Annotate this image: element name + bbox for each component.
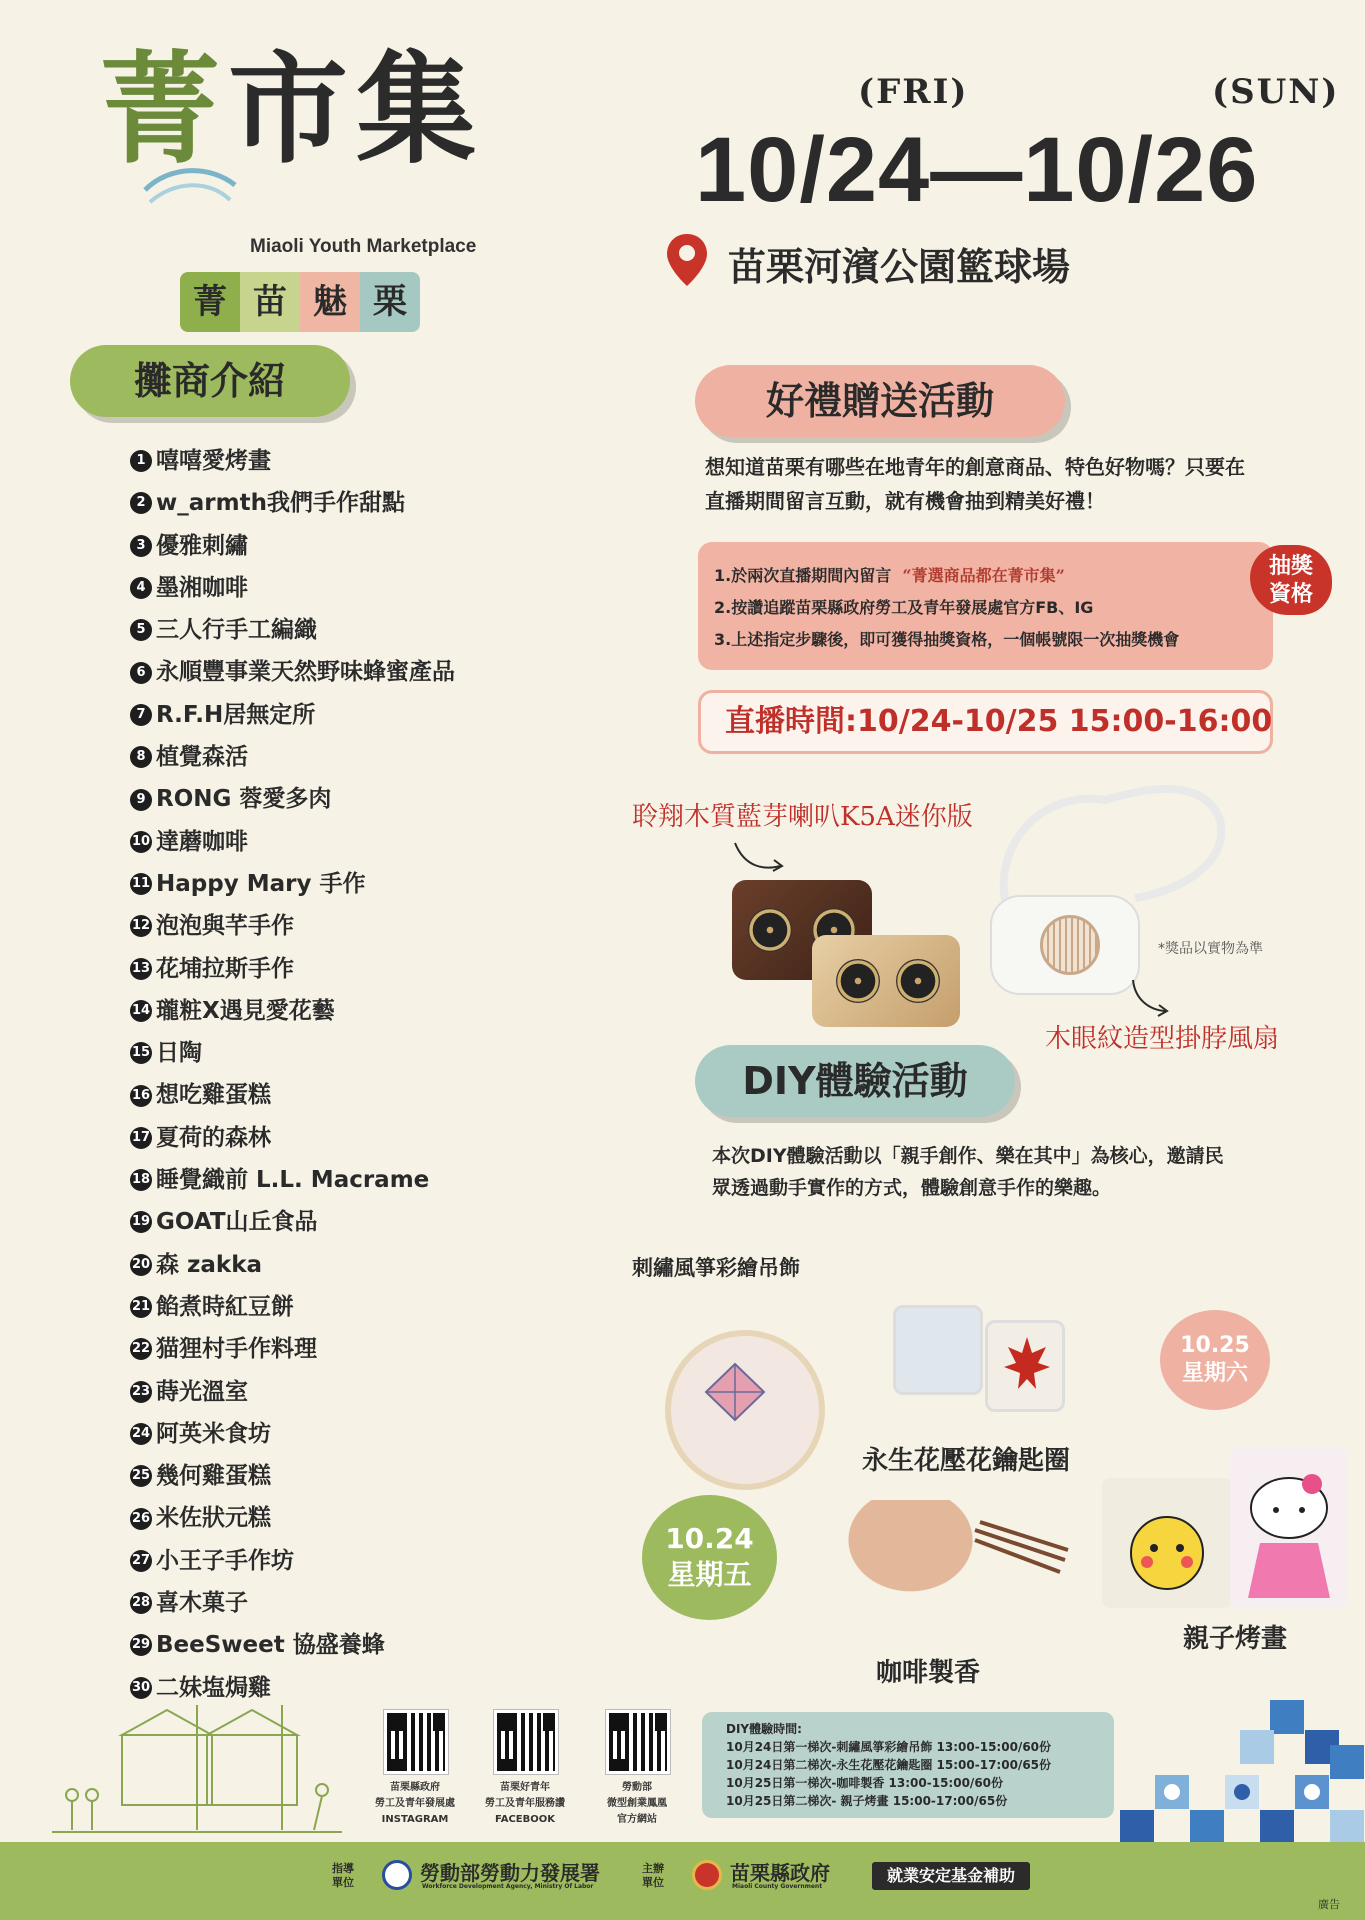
vendor-item [130,1286,455,1328]
diy-desc-line2: 眾透過動手實作的方式，體驗創意手作的樂趣。 [712,1177,1112,1199]
vendor-item [130,1624,455,1666]
arrow-icon [730,838,790,878]
venue: 苗栗河濱公園籃球場 [728,245,1071,289]
decorative-tiles-graphic [1120,1700,1365,1845]
vendor-name: w_armth我們手作甜點 [156,490,405,517]
logo-title-rest: 市集 [228,39,484,180]
vendor-name: 永順豐事業天然野味蜂蜜產品 [156,659,455,686]
day-end: (SUN) [1212,72,1340,112]
vendor-item [130,1032,455,1074]
qr-code-website[interactable] [606,1710,670,1774]
bubble-fri-day: 星期五 [667,1558,752,1591]
prize-note: *獎品以實物為準 [1158,941,1263,957]
vendor-number-badge: 29 [130,1634,152,1656]
vendor-number-badge: 30 [130,1677,152,1699]
day-start: (FRI) [858,72,969,112]
vendor-name: R.F.H居無定所 [156,701,316,728]
logo-subtitle: Miaoli Youth Marketplace [250,236,477,257]
vendor-item [130,651,455,693]
vendor-number-badge: 18 [130,1169,152,1191]
org-county: 苗栗縣政府 [730,1861,830,1885]
hands-incense-image [838,1500,983,1600]
pikachu-art-image [1102,1478,1232,1608]
vendor-number-badge: 23 [130,1381,152,1403]
vendor-name: 日陶 [156,1040,202,1067]
vendor-item [130,525,455,567]
vendor-number-badge: 17 [130,1127,152,1149]
qr3-line3: 官方網站 [617,1814,657,1825]
hello-kitty-art-image [1230,1448,1348,1608]
vendor-number-badge: 5 [130,619,152,641]
qr2-line1: 苗栗好青年 [500,1782,550,1793]
vendor-name: 餡煮時紅豆餅 [156,1293,294,1320]
rule-2: 2.按讚追蹤苗栗縣政府勞工及青年發展處官方FB、IG [714,598,1094,617]
vendor-item [130,736,455,778]
vendor-name: 植覺森活 [156,744,248,771]
vendor-number-badge: 19 [130,1211,152,1233]
logo-swirl-graphic [140,160,240,220]
guide-label: 指導單位 [332,1862,354,1889]
badge-1: 菁 [180,272,240,332]
vendors-heading: 攤商介紹 [70,345,350,417]
vendor-name: 喜木菓子 [156,1590,248,1617]
qr-caption-website [562,1780,712,1828]
qr2-line3: FACEBOOK [495,1814,555,1825]
badge-4: 栗 [360,272,420,332]
vendor-name: 達蘑咖啡 [156,828,248,855]
vendor-name: RONG 蓉愛多肉 [156,786,332,813]
vendor-number-badge: 14 [130,1000,152,1022]
vendor-name: 瓏粧X遇見愛花藝 [156,997,335,1024]
vendor-number-badge: 7 [130,704,152,726]
incense-sticks-icon [970,1520,1070,1580]
vendor-number-badge: 11 [130,873,152,895]
vendor-number-badge: 8 [130,746,152,768]
vendor-number-badge: 10 [130,831,152,853]
fund-badge: 就業安定基金補助 [872,1862,1030,1890]
logo-title [100,39,484,180]
vendor-name: 幾何雞蛋糕 [156,1463,271,1490]
vendor-name: 米佐狀元糕 [156,1505,271,1532]
qr1-line3: INSTAGRAM [381,1814,449,1825]
vendor-number-badge: 13 [130,958,152,980]
vendor-name: 泡泡與芊手作 [156,913,294,940]
ministry-logo-icon [382,1860,412,1890]
vendor-item [130,482,455,524]
vendor-item [130,1159,455,1201]
vendor-number-badge: 3 [130,535,152,557]
diy-heading: DIY體驗活動 [695,1045,1015,1117]
schedule-row: 10月24日第二梯次-永生花壓花鑰匙圈 15:00-17:00/65份 [726,1758,1052,1772]
speaker-light-image [812,935,960,1027]
live-time: 直播時間:10/24-10/25 15:00-16:00 [698,690,1273,754]
schedule-row: 10月25日第一梯次-咖啡製香 13:00-15:00/60份 [726,1776,1004,1790]
org-ministry: 勞動部勞動力發展署 [420,1861,600,1885]
vendor-item [130,863,455,905]
footer-bar [0,1842,1365,1920]
logo-title-first: 菁 [100,39,228,180]
schedule-title: DIY體驗時間: [726,1722,802,1736]
flower-keychain-image [893,1305,983,1395]
vendor-number-badge: 25 [130,1465,152,1487]
maple-leaf-icon [1002,1335,1052,1395]
vendor-item [130,1455,455,1497]
fan-strap-graphic [985,780,1235,910]
gift-description [705,450,1305,518]
diy-item-keychain: 永生花壓花鑰匙圈 [862,1446,1071,1476]
kite-icon [700,1360,770,1430]
vendor-item [130,1413,455,1455]
vendor-name: 小王子手作坊 [156,1547,294,1574]
org-ministry-en: Workforce Development Agency, Ministry Of Labor [422,1883,594,1890]
vendor-item [130,1328,455,1370]
date-bubble-sat [1160,1310,1270,1410]
vendor-item [130,1497,455,1539]
vendor-name: 嘻嘻愛烤畫 [156,448,271,474]
vendor-name: 墨湘咖啡 [156,574,248,601]
lucky-draw-badge [1250,545,1332,615]
qr3-line1: 勞動部 [622,1782,652,1793]
host-label: 主辦單位 [642,1862,664,1889]
vendor-list [130,440,455,1709]
vendor-number-badge: 6 [130,662,152,684]
vendor-name: 猫狸村手作料理 [156,1336,317,1363]
vendor-item [130,1540,455,1582]
vendor-number-badge: 12 [130,915,152,937]
fan-grill [1040,915,1100,975]
vendor-item [130,1371,455,1413]
vendor-item [130,1244,455,1286]
vendor-number-badge: 21 [130,1296,152,1318]
vendor-item [130,990,455,1032]
county-logo-icon [692,1860,722,1890]
vendor-item [130,1074,455,1116]
vendor-item [130,778,455,820]
gift-rules [698,542,1273,670]
vendor-item [130,905,455,947]
vendor-item [130,694,455,736]
vendor-name: GOAT山丘食品 [156,1209,318,1236]
lucky-line2: 資格 [1268,582,1313,607]
pikachu-icon [1102,1478,1232,1608]
vendor-name: 二妹塩焗雞 [156,1674,271,1701]
schedule-row: 10月24日第一梯次-刺繡風箏彩繪吊飾 13:00-15:00/60份 [726,1740,1052,1754]
rule-1-prefix: 1.於兩次直播期間內留言 [714,566,892,585]
diy-item-incense: 咖啡製香 [876,1658,981,1688]
vendor-name: 森 zakka [156,1251,263,1278]
vendor-name: 蒔光溫室 [156,1378,248,1405]
vendor-item [130,1582,455,1624]
vendor-item [130,1201,455,1243]
logo-badges [180,272,420,332]
diy-desc-line1: 本次DIY體驗活動以「親手創作、樂在其中」為核心，邀請民 [712,1145,1224,1167]
diy-item-baking-art: 親子烤畫 [1183,1624,1288,1654]
org-county-en: Miaoli County Government [732,1883,823,1890]
vendor-number-badge: 20 [130,1254,152,1276]
vendor-name: 想吃雞蛋糕 [156,1082,271,1109]
vendor-name: 睡覺織前 L.L. Macrame [156,1167,430,1194]
vendor-name: 夏荷的森林 [156,1124,271,1151]
rule-1-quote: “菁選商品都在菁市集” [902,566,1065,585]
vendor-number-badge: 27 [130,1550,152,1572]
diy-description [712,1140,1312,1204]
gift-desc-line2: 直播期間留言互動，就有機會抽到精美好禮！ [705,489,1105,513]
vendor-number-badge: 4 [130,577,152,599]
location-pin-icon [665,232,709,288]
vendor-number-badge: 2 [130,492,152,514]
vendor-number-badge: 15 [130,1042,152,1064]
vendor-name: Happy Mary 手作 [156,870,366,897]
vendor-name: BeeSweet 協盛養蜂 [156,1632,385,1659]
kitty-icon [1230,1448,1348,1608]
date-range: 10/24—10/26 [695,119,1259,221]
market-stall-illustration [52,1700,342,1840]
vendor-name: 優雅刺繡 [156,532,248,559]
rule-1 [714,560,1273,592]
vendor-number-badge: 16 [130,1085,152,1107]
vendor-name: 阿英米食坊 [156,1420,271,1447]
prize-speaker-label: 聆翔木質藍芽喇叭K5A迷你版 [632,802,973,832]
vendor-item [130,1117,455,1159]
qr1-line2: 勞工及青年發展處 [375,1798,455,1809]
qr-code-facebook[interactable] [494,1710,558,1774]
vendor-name: 三人行手工編織 [156,617,317,644]
diy-schedule [702,1712,1114,1818]
badge-2: 苗 [240,272,300,332]
vendor-item [130,567,455,609]
bubble-sat-day: 星期六 [1181,1361,1248,1386]
vendor-item [130,948,455,990]
vendor-number-badge: 24 [130,1423,152,1445]
vendor-number-badge: 28 [130,1592,152,1614]
vendor-number-badge: 22 [130,1338,152,1360]
lucky-line1: 抽獎 [1268,554,1313,579]
schedule-row: 10月25日第二梯次- 親子烤畫 15:00-17:00/65份 [726,1794,1008,1808]
bubble-sat-date: 10.25 [1180,1333,1250,1358]
badge-3: 魅 [300,272,360,332]
vendor-number-badge: 9 [130,789,152,811]
gift-desc-line1: 想知道苗栗有哪些在地青年的創意商品、特色好物嗎？只要在 [705,455,1245,479]
rule-3: 3.上述指定步驟後，即可獲得抽獎資格，一個帳號限一次抽獎機會 [714,630,1180,649]
vendor-item [130,440,455,482]
vendor-item [130,821,455,863]
bubble-fri-date: 10.24 [665,1522,754,1555]
prize-fan-label: 木眼紋造型掛脖風扇 [1045,1024,1280,1054]
qr3-line2: 微型創業鳳凰 [607,1798,667,1809]
qr-code-instagram[interactable] [384,1710,448,1774]
arrow-icon [1125,975,1175,1020]
qr1-line1: 苗栗縣政府 [390,1782,440,1793]
vendor-number-badge: 1 [130,450,152,472]
qr2-line2: 勞工及青年服務讚 [485,1798,565,1809]
vendor-number-badge: 26 [130,1508,152,1530]
vendor-name: 花埔拉斯手作 [156,955,294,982]
date-bubble-fri [642,1495,777,1620]
ad-label: 廣告 [1318,1898,1340,1911]
vendor-item [130,609,455,651]
gift-heading: 好禮贈送活動 [695,365,1065,437]
diy-item-embroidery: 刺繡風箏彩繪吊飾 [632,1256,800,1280]
